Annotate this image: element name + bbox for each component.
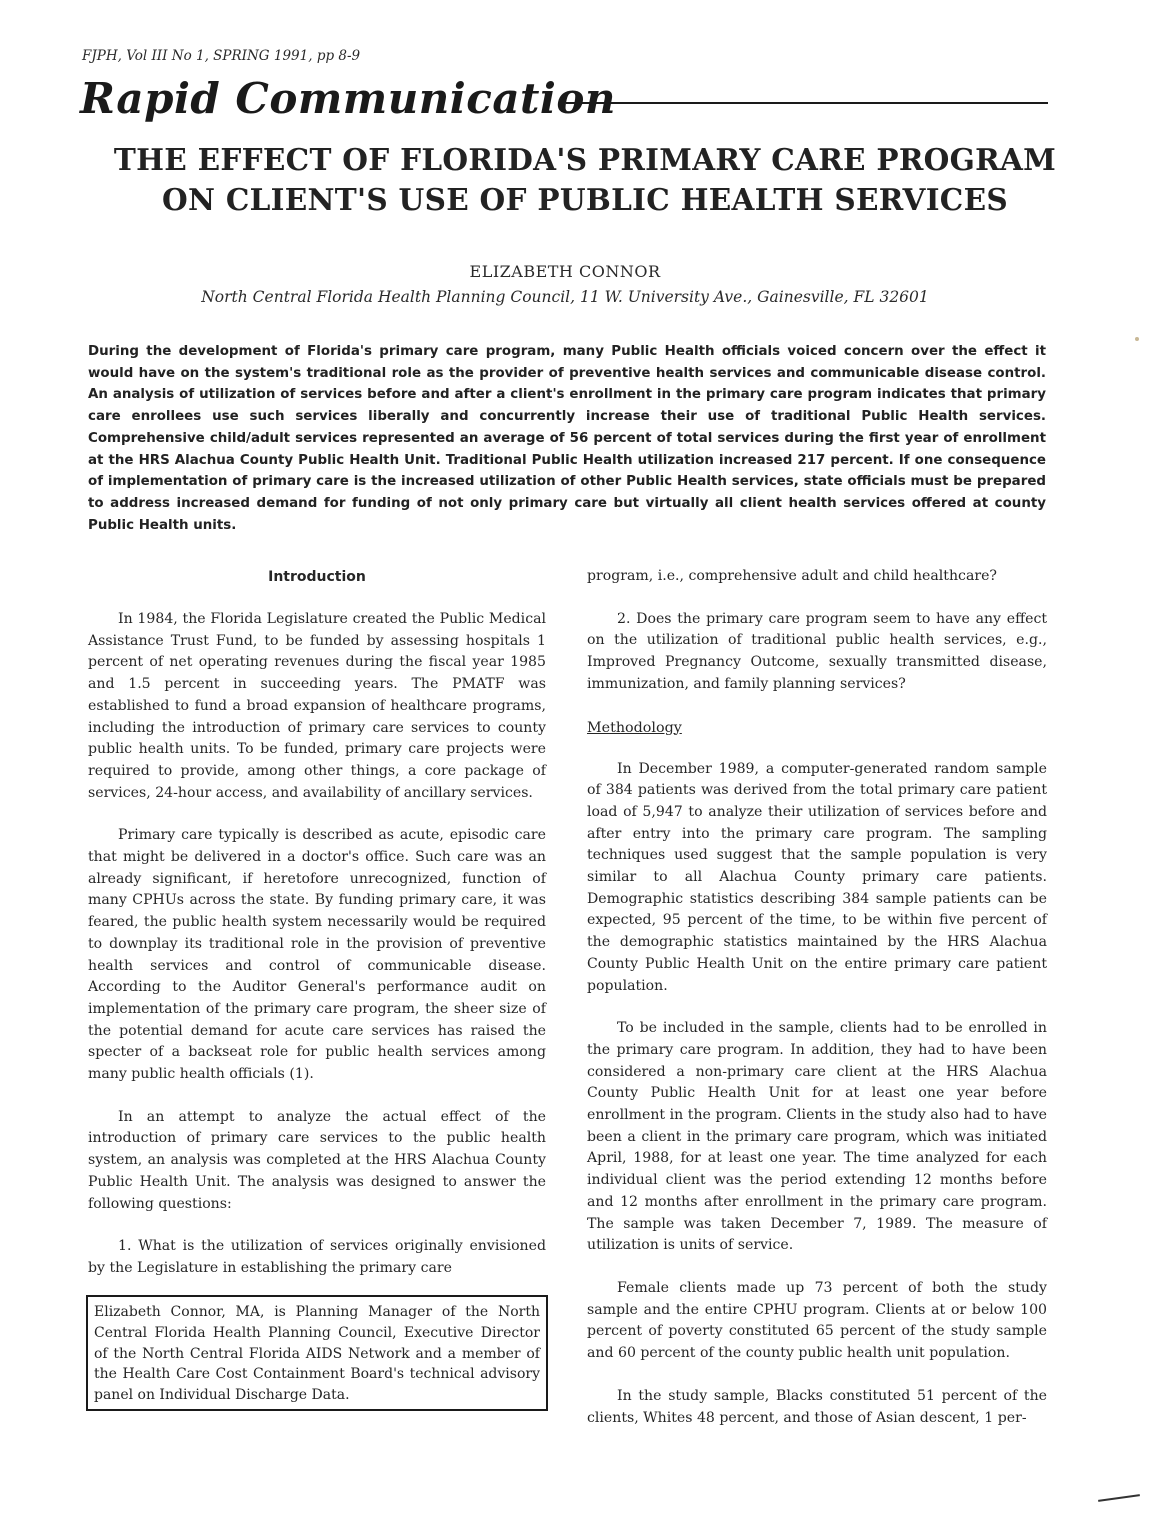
- body-paragraph: In the study sample, Blacks constituted 51 percent of the clients, Whites 48 percent, and those of Asian descent, 1 per-: [587, 1387, 1047, 1426]
- question-one: 1. What is the utilization of services originally envisioned by the Legislature in establishing the primary care: [88, 1238, 546, 1276]
- author-name: ELIZABETH CONNOR: [469, 262, 661, 281]
- introduction-heading: Introduction: [268, 569, 366, 585]
- abstract: During the development of Florida's primary care program, many Public Health officials voiced concern over the effect it would have on the system's traditional role as the provider of preventive health services and communicable disease control. An analysis of utilization of services before and after a client's enrollment in the primary care program indicates that primary care enrollees use such services liberally and concurrently increase their use of traditional Public Health services. Comprehensive child/adult services represented an average of 56 percent of total services during the first year of enrollment at the HRS Alachua County Public Health Unit. Traditional Public Health utilization increased 217 percent. If one consequence of implementation of primary care is the increased utilization of other Public Health services, state officials must be prepared to address increased demand for funding of not only primary care but virtually all client health services offered at county Public Health units.: [88, 344, 1046, 533]
- page-corner-mark: [1098, 1494, 1140, 1502]
- citation: FJPH, Vol III No 1, SPRING 1991, pp 8-9: [82, 48, 361, 64]
- body-paragraph: In 1984, the Florida Legislature created the Public Medical Assistance Trust Fund, to be funded by assessing hospitals 1 percent of net operating revenues during the fiscal year 1985 and 1.5 percent in succeeding years. The PMATF was established to fund a broad expansion of healthcare programs, including the introduction of primary care services to county public health units. To be funded, primary care projects were required to provide, among other things, a core package of services, 24-hour access, and availability of ancillary services.: [88, 611, 546, 801]
- right-column: [587, 566, 1047, 1450]
- section-rule-divider: [566, 102, 1048, 104]
- methodology-heading: Methodology: [587, 719, 682, 736]
- body-paragraph: Primary care typically is described as acute, episodic care that might be delivered in a doctor's office. Such care was an already significant, if heretofore unrecognized, function of many CPHUs across the state. By funding primary care, it was feared, the public health system necessarily would be required to downplay its traditional role in the provision of preventive health services and control of communicable disease. According to the Auditor General's performance audit on implementation of the primary care program, the sheer size of the potential demand for acute care services has raised the specter of a backseat role for public health services among many public health officials (1).: [88, 827, 546, 1083]
- section-label: Rapid Communication: [80, 74, 616, 123]
- left-column: [88, 566, 546, 1301]
- author-note-box: Elizabeth Connor, MA, is Planning Manager of the North Central Florida Health Planning Council, Executive Director of the North Central Florida AIDS Network and a member of the Health Care Cost Containment Board's technical advisory panel on Individual Discharge Data.: [86, 1295, 548, 1411]
- scan-speck: [1135, 337, 1139, 341]
- section-banner: [80, 74, 1048, 134]
- question-two: 2. Does the primary care program seem to have any effect on the utilization of traditional public health services, e.g., Improved Pregnancy Outcome, sexually transmitted disease, immunization, and family planning services?: [587, 610, 1047, 692]
- article-title: THE EFFECT OF FLORIDA'S PRIMARY CARE PROGRAM ON CLIENT'S USE OF PUBLIC HEALTH SERVICES: [113, 142, 1057, 217]
- author-affiliation: North Central Florida Health Planning Council, 11 W. University Ave., Gainesville, FL 32601: [201, 288, 929, 306]
- body-paragraph: In an attempt to analyze the actual effect of the introduction of primary care services to the public health system, an analysis was completed at the HRS Alachua County Public Health Unit. The analysis was designed to answer the following questions:: [88, 1108, 546, 1212]
- question-one-continuation: program, i.e., comprehensive adult and child healthcare?: [587, 568, 997, 584]
- body-paragraph: To be included in the sample, clients had to be enrolled in the primary care program. In addition, they had to have been considered a non-primary care client at the HRS Alachua County Public Health Unit for at least one year before enrollment in the program. Clients in the study also had to have been a client in the primary care program, which was initiated April, 1988, for at least one year. The time analyzed for each individual client was the period extending 12 months before and 12 months after enrollment in the primary care program. The sample was taken December 7, 1989. The measure of utilization is units of service.: [587, 1020, 1047, 1254]
- body-paragraph: Female clients made up 73 percent of both the study sample and the entire CPHU program. Clients at or below 100 percent of poverty constituted 65 percent of the study sample and 60 percent of the county public health unit population.: [587, 1279, 1047, 1362]
- body-paragraph: In December 1989, a computer-generated random sample of 384 patients was derived from the total primary care patient load of 5,947 to analyze their utilization of services before and after entry into the primary care program. The sampling techniques used suggest that the sample population is very similar to all Alachua County primary care patients. Demographic statistics describing 384 sample patients can be expected, 95 percent of the time, to be within five percent of the demographic statistics maintained by the HRS Alachua County Public Health Unit on the entire primary care patient population.: [587, 760, 1047, 994]
